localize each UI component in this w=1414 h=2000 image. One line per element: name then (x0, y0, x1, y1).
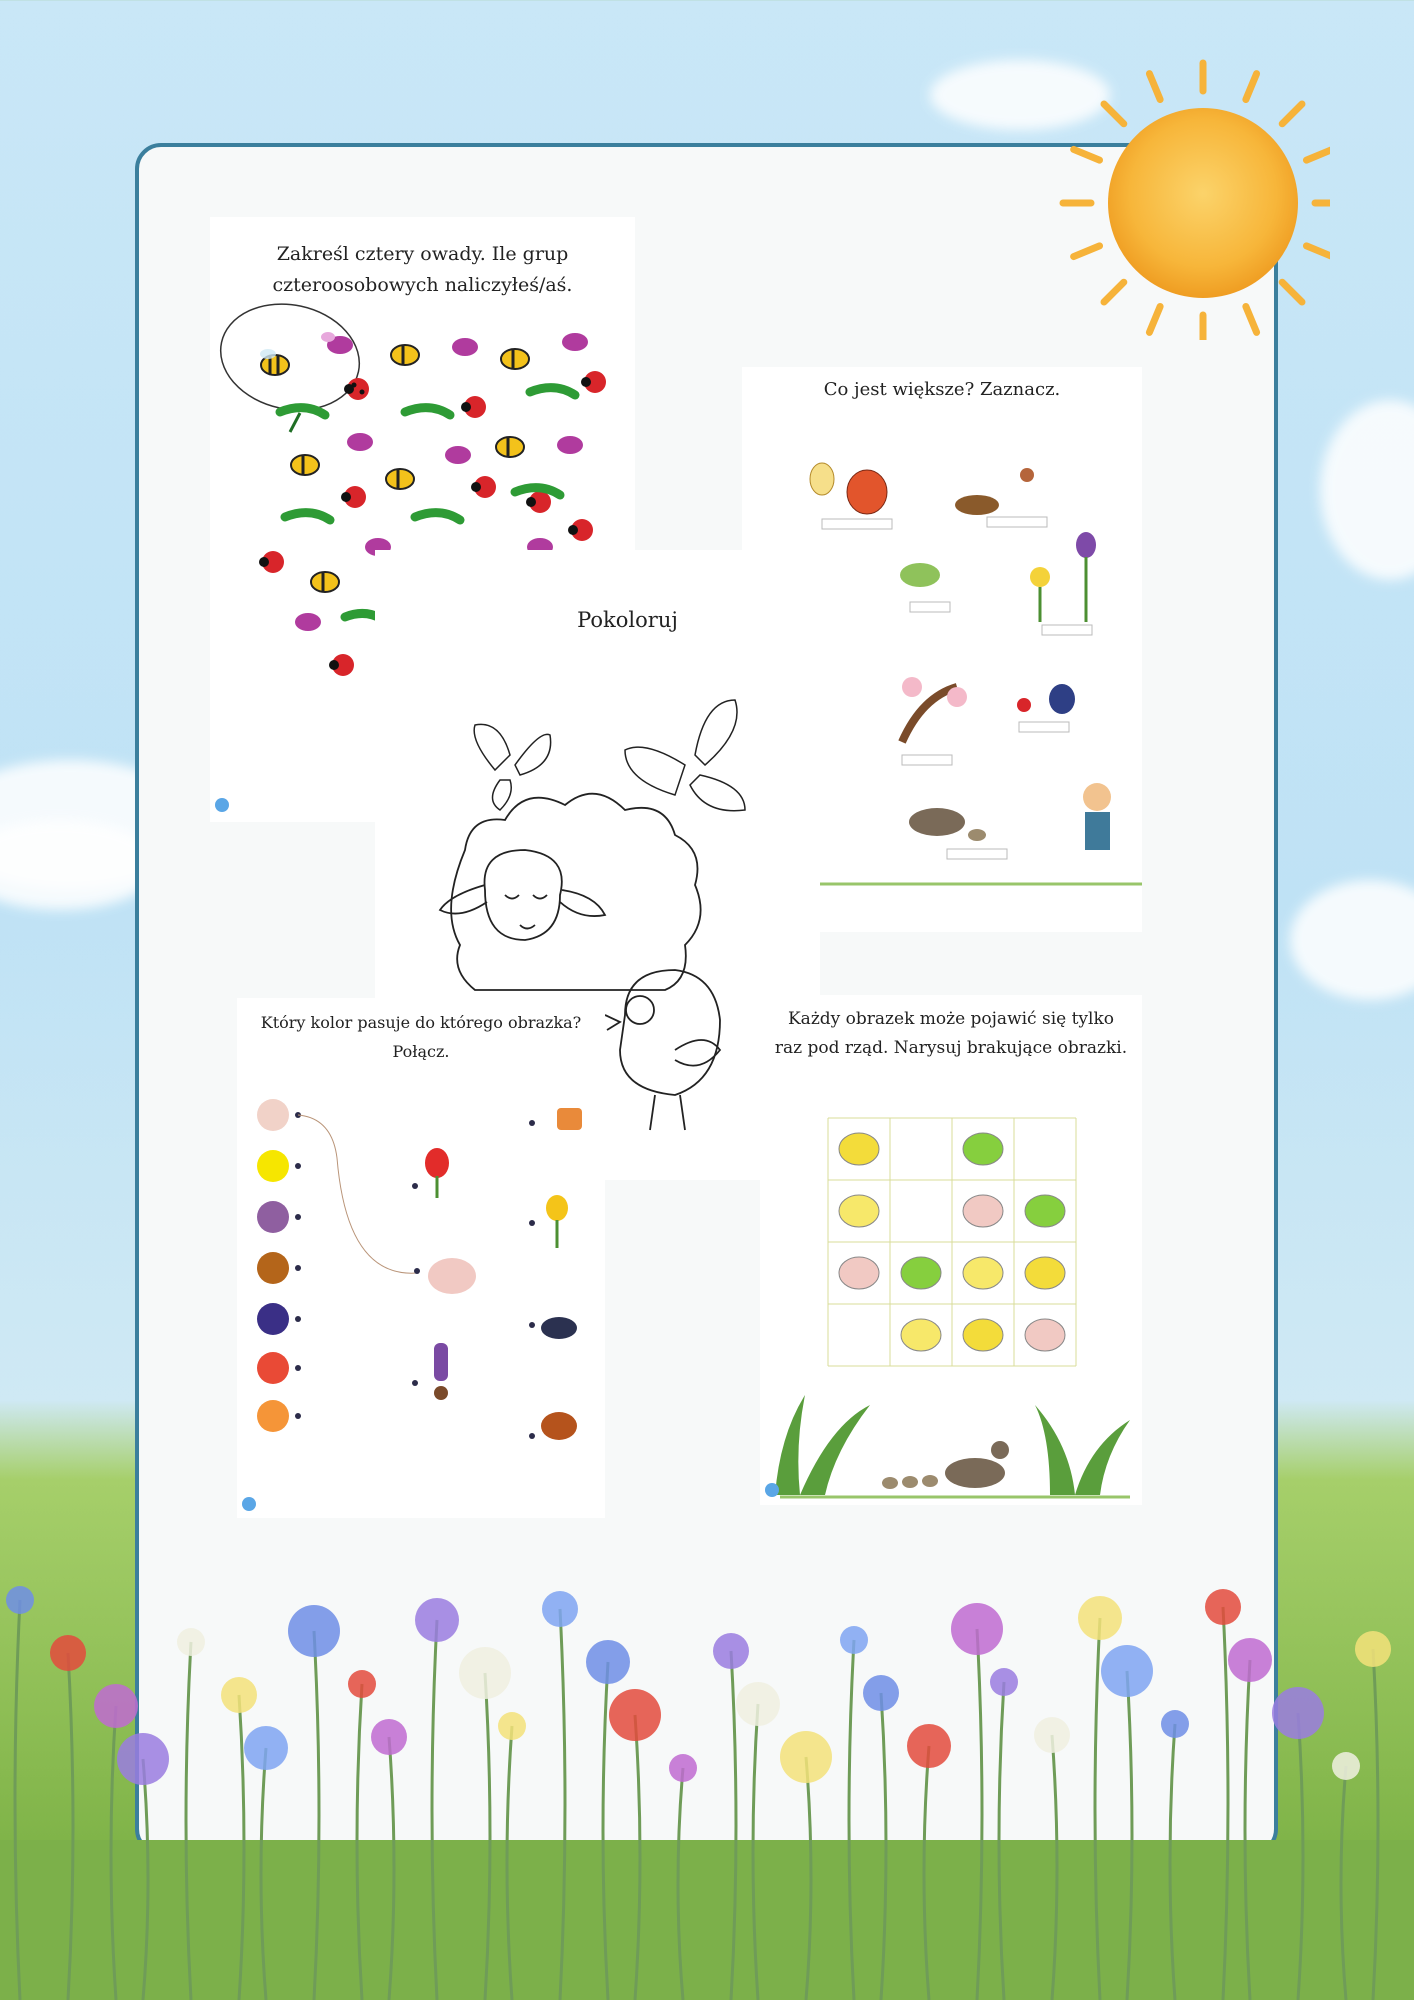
bird-icon (529, 1317, 577, 1339)
wildflower-icon (542, 1591, 578, 1627)
bee-icon (496, 437, 524, 457)
sudoku-title: Każdy obrazek może pojawić się tylko raz pod rząd. Narysuj brakujące obrazki. (774, 1009, 1128, 1058)
logo-icon (215, 798, 229, 812)
moth-icon (347, 433, 373, 451)
chick-icon (963, 1257, 1003, 1289)
wildflower-icon (94, 1684, 138, 1728)
wildflower-icon (348, 1670, 376, 1698)
wildflower-icon (780, 1731, 832, 1783)
cloud (1320, 400, 1414, 580)
wildflower-icon (1272, 1687, 1324, 1739)
wildflower-icon (1205, 1589, 1241, 1625)
butterfly-icon (1025, 1257, 1065, 1289)
wildflower-icon (669, 1754, 697, 1782)
wildflower-icon (1034, 1717, 1070, 1753)
wildflower-icon (586, 1640, 630, 1684)
duck-icon (909, 808, 965, 836)
pig-icon (839, 1257, 879, 1289)
grasshopper-icon (405, 408, 450, 415)
ladybug-icon (461, 396, 486, 418)
duckling-icon (968, 829, 986, 841)
wildflower-icon (609, 1689, 661, 1741)
logo-icon (242, 1497, 256, 1511)
color-dot (257, 1252, 301, 1284)
coloring-title: Pokoloruj (577, 608, 678, 632)
ladybug-icon (471, 476, 496, 498)
color-dot (257, 1099, 301, 1131)
wildflower-icon (6, 1586, 34, 1614)
butterfly-outline-icon (625, 700, 745, 811)
bee-icon (386, 469, 414, 489)
pig-icon (414, 1258, 476, 1294)
color-dot (257, 1150, 301, 1182)
tulip-icon (412, 1148, 449, 1198)
match-line (298, 1115, 417, 1273)
sun-icon (1030, 40, 1330, 340)
wildflower-icon (177, 1628, 205, 1656)
duck-icon (945, 1441, 1009, 1488)
wildflower-icon (1355, 1631, 1391, 1667)
ladybug-icon (259, 551, 284, 573)
hen-icon (529, 1412, 577, 1440)
chick-icon (901, 1319, 941, 1351)
blossom-branch-icon (902, 677, 967, 742)
wildflower-icon (1228, 1638, 1272, 1682)
tulip-icon (1076, 532, 1096, 622)
chick-outline-icon (605, 970, 720, 1130)
moth-icon (445, 446, 471, 464)
caterpillar-icon (963, 1133, 1003, 1165)
bee-icon (391, 345, 419, 365)
wildflower-icon (117, 1733, 169, 1785)
chick-icon (839, 1195, 879, 1227)
cloud (1290, 880, 1414, 1000)
wildflower-icon (1332, 1752, 1360, 1780)
ladybug-icon (341, 486, 366, 508)
grasshopper-icon (285, 513, 330, 520)
ladybug-icon (344, 378, 369, 400)
color-dot (257, 1303, 301, 1335)
grasshopper-icon (530, 388, 575, 395)
watering-can-icon (529, 1108, 582, 1130)
beetle-icon (1049, 684, 1075, 714)
colors-title: Który kolor pasuje do którego obrazka? Połącz. (260, 1013, 582, 1061)
butterfly-icon (810, 463, 834, 495)
moth-icon (557, 436, 583, 454)
ladybug-icon (329, 654, 354, 676)
wildflower-icon (907, 1724, 951, 1768)
bee-icon (291, 455, 319, 475)
wildflower-icon (951, 1603, 1003, 1655)
grasshopper-icon (280, 408, 325, 432)
sudoku-worksheet (760, 995, 1142, 1505)
wildflower-icon (1078, 1596, 1122, 1640)
butterfly-icon (963, 1319, 1003, 1351)
wildflower-icon (221, 1677, 257, 1713)
nest-icon (955, 495, 999, 515)
sheep-outline-icon (440, 794, 701, 990)
caterpillar-icon (900, 563, 940, 587)
moth-icon (295, 613, 321, 631)
pig-icon (1025, 1319, 1065, 1351)
colors-worksheet (237, 998, 605, 1518)
wildflower-icon (1161, 1710, 1189, 1738)
bee-icon (260, 349, 289, 375)
wildflower-icon (244, 1726, 288, 1770)
color-dot (257, 1400, 301, 1432)
bigger-title: Co jest większe? Zaznacz. (823, 379, 1061, 400)
sudoku-illustration (760, 995, 1142, 1505)
bee-icon (311, 572, 339, 592)
butterfly-icon (839, 1133, 879, 1165)
hyacinth-icon (412, 1343, 448, 1400)
wildflower-icon (415, 1598, 459, 1642)
butterfly-icon (847, 470, 887, 514)
flower-yellow-icon (529, 1195, 568, 1248)
meadow-illustration (0, 1540, 1414, 2000)
wildflower-icon (840, 1626, 868, 1654)
color-dot (257, 1201, 301, 1233)
wildflower-icon (459, 1647, 511, 1699)
boy-icon (1083, 783, 1111, 850)
wildflower-icon (713, 1633, 749, 1669)
logo-icon (765, 1483, 779, 1497)
wildflower-icon (498, 1712, 526, 1740)
wildflower-icon (50, 1635, 86, 1671)
duckling-icon (882, 1475, 938, 1489)
bird-icon (1020, 468, 1034, 482)
wildflower-icon (990, 1668, 1018, 1696)
ladybug-icon (581, 371, 606, 393)
wildflower-icon (288, 1605, 340, 1657)
pig-icon (963, 1195, 1003, 1227)
caterpillar-icon (901, 1257, 941, 1289)
moth-icon (321, 332, 353, 354)
ladybug-icon (526, 491, 551, 513)
ladybug-icon (568, 519, 593, 541)
wildflower-icon (863, 1675, 899, 1711)
daffodil-icon (1030, 567, 1050, 622)
wildflower-icon (371, 1719, 407, 1755)
caterpillar-icon (1025, 1195, 1065, 1227)
grasshopper-icon (415, 513, 460, 520)
moth-icon (452, 338, 478, 356)
colors-illustration (237, 998, 605, 1518)
insects-title: Zakreśl cztery owady. Ile grup czteroosobowych naliczyłeś/aś. (272, 243, 573, 296)
wildflower-icon (736, 1682, 780, 1726)
ladybug-icon (1017, 698, 1031, 712)
color-dot (257, 1352, 301, 1384)
bee-icon (501, 349, 529, 369)
moth-icon (562, 333, 588, 351)
wildflower-icon (1101, 1645, 1153, 1697)
